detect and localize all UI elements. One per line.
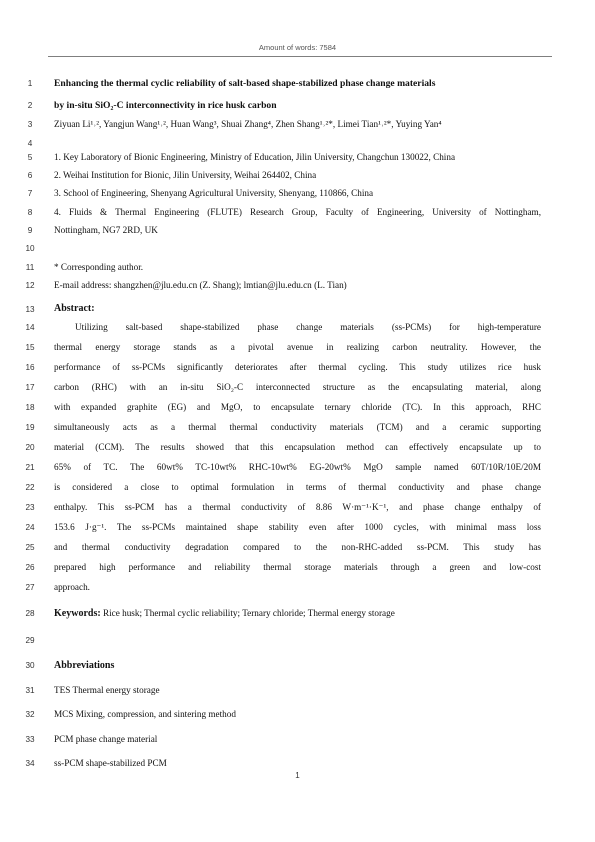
abstract-line: 65% of TC. The 60wt% TC-10wt% RHC-10wt% EG-20wt% MgO sample named 60T/10R/10E/20M bbox=[54, 462, 541, 472]
line-number: 15 bbox=[25, 343, 35, 352]
abbreviations-heading: Abbreviations bbox=[54, 660, 115, 671]
line-number: 11 bbox=[25, 263, 35, 272]
line-number: 29 bbox=[25, 636, 35, 645]
affiliation: Nottingham, NG7 2RD, UK bbox=[54, 225, 158, 235]
line-number: 25 bbox=[25, 543, 35, 552]
line-number: 17 bbox=[25, 383, 35, 392]
line-number: 26 bbox=[25, 563, 35, 572]
line-number: 31 bbox=[25, 686, 35, 695]
affiliation: 4. Fluids & Thermal Engineering (FLUTE) Research Group, Faculty of Engineering, University of Nottingham, bbox=[54, 207, 541, 217]
keywords bbox=[54, 608, 541, 619]
line-number: 20 bbox=[25, 443, 35, 452]
line-number: 18 bbox=[25, 403, 35, 412]
line-number: 34 bbox=[25, 759, 35, 768]
abbreviation-item: TES Thermal energy storage bbox=[54, 685, 160, 695]
word-count: Amount of words: 7584 bbox=[258, 43, 337, 52]
affiliation: 2. Weihai Institution for Bionic, Jilin University, Weihai 264402, China bbox=[54, 170, 317, 180]
line-number: 8 bbox=[27, 208, 33, 217]
line-number: 22 bbox=[25, 483, 35, 492]
abbreviation-item: PCM phase change material bbox=[54, 734, 158, 744]
page-number: 1 bbox=[295, 771, 300, 780]
line-number: 30 bbox=[25, 661, 35, 670]
line-number: 10 bbox=[25, 244, 35, 253]
line-number: 6 bbox=[27, 171, 33, 180]
line-number: 24 bbox=[25, 523, 35, 532]
line-number: 9 bbox=[27, 226, 33, 235]
abstract-line: Utilizing salt-based shape-stabilized phase change materials (ss-PCMs) for high-temperature bbox=[75, 322, 541, 332]
affiliation: 1. Key Laboratory of Bionic Engineering, Ministry of Education, Jilin University, Changchun 130022, China bbox=[54, 152, 456, 162]
line-number: 5 bbox=[27, 153, 33, 162]
line-number: 21 bbox=[25, 463, 35, 472]
line-number: 12 bbox=[25, 281, 35, 290]
abstract-line: with expanded graphite (EG) and MgO, to encapsulate ternary chloride (TC). In this approach, RHC bbox=[54, 402, 541, 412]
abstract-line: prepared high performance and reliability thermal storage materials through a green and low-cost bbox=[54, 562, 541, 572]
email-addresses: E-mail address: shangzhen@jlu.edu.cn (Z. Shang); lmtian@jlu.edu.cn (L. Tian) bbox=[54, 280, 347, 290]
line-number: 4 bbox=[27, 139, 33, 148]
keywords-text: Rice husk; Thermal cyclic reliability; Ternary chloride; Thermal energy storage bbox=[100, 608, 395, 618]
line-number: 32 bbox=[25, 710, 35, 719]
corresponding-author-note: * Corresponding author. bbox=[54, 262, 144, 272]
header-rule bbox=[48, 56, 552, 57]
abbreviation-item: MCS Mixing, compression, and sintering method bbox=[54, 709, 236, 719]
abstract-line: performance of ss-PCMs significantly deteriorates after thermal cycling. This study utilizes rice husk bbox=[54, 362, 541, 372]
line-number: 7 bbox=[27, 189, 33, 198]
abstract-line: approach. bbox=[54, 582, 90, 592]
abstract-line: simultaneously acts as a thermal thermal conductivity materials (TCM) and a ceramic supporting bbox=[54, 422, 541, 432]
line-number: 3 bbox=[27, 120, 33, 129]
abstract-heading: Abstract: bbox=[54, 303, 95, 314]
abstract-line: enthalpy. This ss-PCM has a thermal conductivity of 8.86 W·m⁻¹·K⁻¹, and phase change enthalpy of bbox=[54, 502, 541, 512]
abstract-line: material (CCM). The results showed that this encapsulation method can effectively encapsulate up to bbox=[54, 442, 541, 452]
abbreviation-item: ss-PCM shape-stabilized PCM bbox=[54, 758, 167, 768]
line-number: 14 bbox=[25, 323, 35, 332]
line-number: 16 bbox=[25, 363, 35, 372]
line-number: 1 bbox=[27, 79, 33, 88]
line-number: 23 bbox=[25, 503, 35, 512]
abstract-line: thermal energy storage stands as a pivotal avenue in realizing carbon neutrality. However, the bbox=[54, 342, 541, 352]
line-number: 19 bbox=[25, 423, 35, 432]
author-list: Ziyuan Li¹˒², Yangjun Wang¹˒², Huan Wang³, Shuai Zhang⁴, Zhen Shang¹˒²*, Limei Tian¹˒²*, Yuying Yan⁴ bbox=[54, 119, 442, 129]
keywords-label: Keywords: bbox=[54, 608, 101, 619]
abstract-line: and thermal conductivity degradation compared to the non-RHC-added ss-PCM. This study has bbox=[54, 542, 541, 552]
paper-title-line-1: Enhancing the thermal cyclic reliability of salt-based shape-stabilized phase change materials bbox=[54, 78, 436, 89]
line-number: 27 bbox=[25, 583, 35, 592]
paper-title-line-2: by in-situ SiO₂-C interconnectivity in rice husk carbon bbox=[54, 100, 277, 111]
line-number: 2 bbox=[27, 101, 33, 110]
affiliation: 3. School of Engineering, Shenyang Agricultural University, Shenyang, 110866, China bbox=[54, 188, 374, 198]
line-number: 28 bbox=[25, 609, 35, 618]
abstract-line: 153.6 J·g⁻¹. The ss-PCMs maintained shape stability even after 1000 cycles, with minimal mass loss bbox=[54, 522, 541, 532]
line-number: 33 bbox=[25, 735, 35, 744]
abstract-line: is considered a close to optimal formulation in terms of thermal conductivity and phase change bbox=[54, 482, 541, 492]
line-number: 13 bbox=[25, 305, 35, 314]
abstract-line: carbon (RHC) with an in-situ SiO₂-C interconnected structure as the encapsulating material, along bbox=[54, 382, 541, 392]
